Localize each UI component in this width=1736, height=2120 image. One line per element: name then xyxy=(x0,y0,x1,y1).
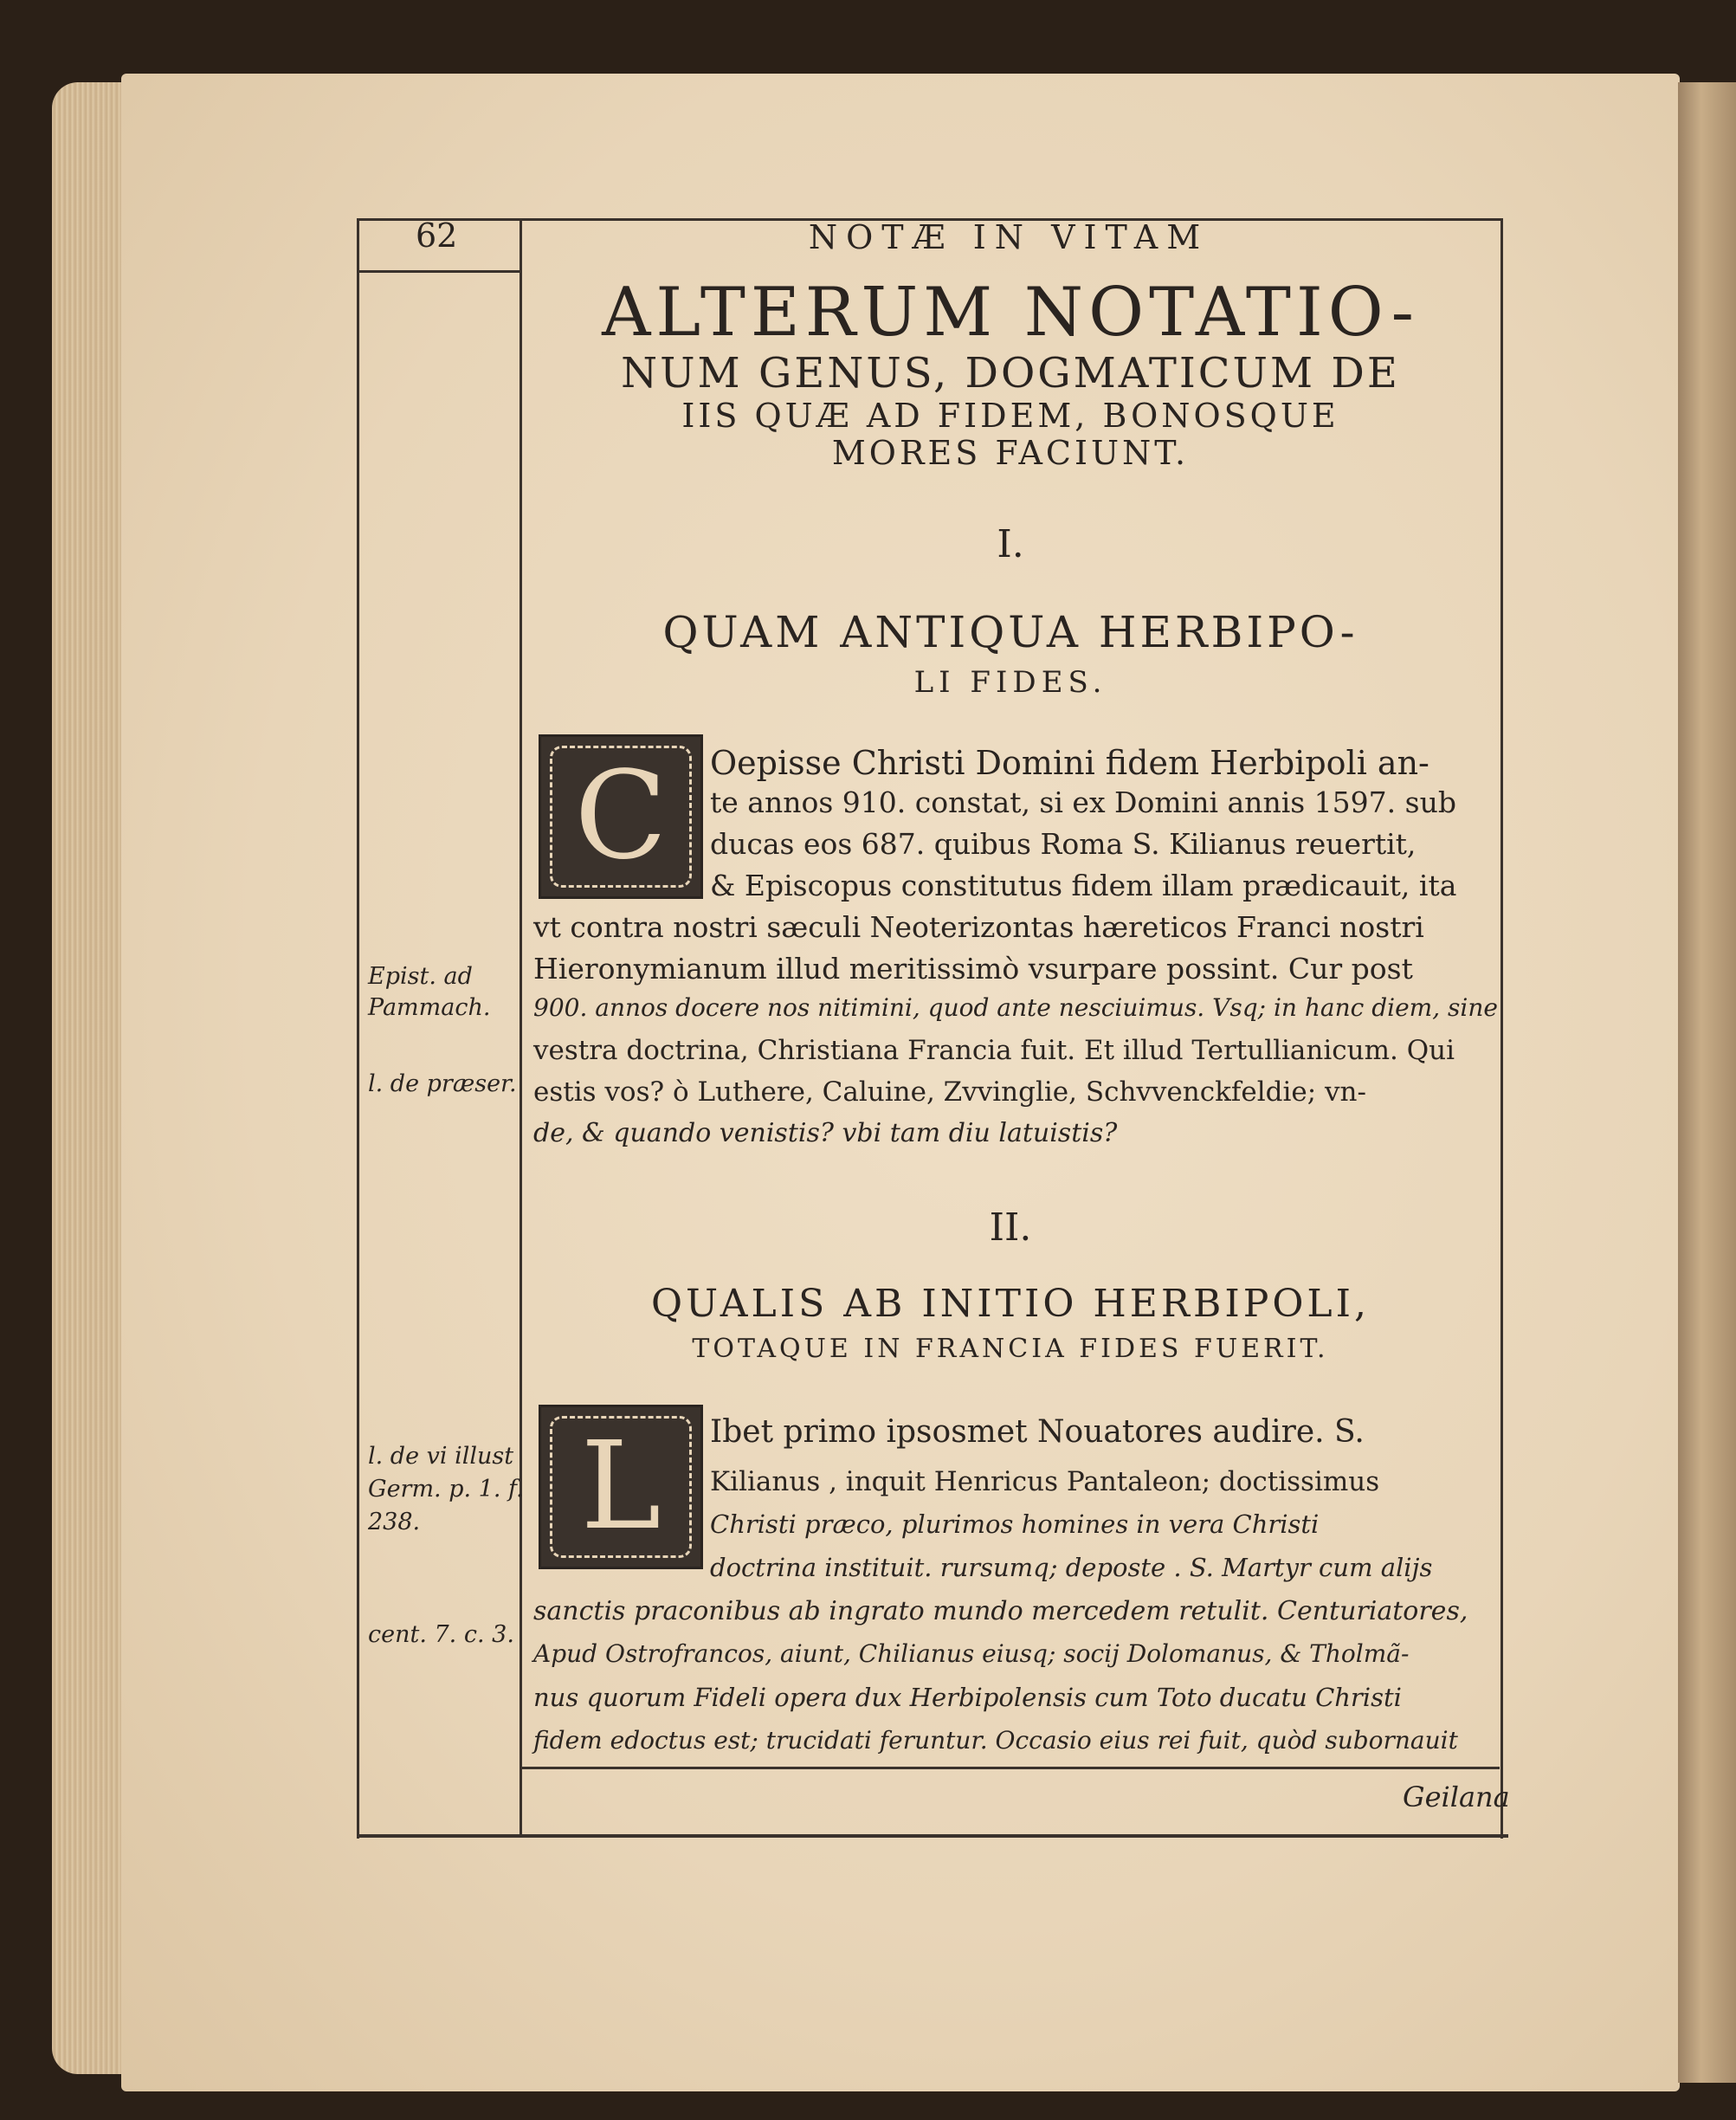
facing-page-edge xyxy=(1678,82,1736,2083)
catchword: Geilana xyxy=(1403,1781,1510,1813)
section-1-number: I. xyxy=(997,522,1024,566)
decorated-initial-l: L xyxy=(539,1405,703,1569)
s1-line-4: & Episcopus constitutus fidem illam prædicauit, ita xyxy=(710,869,1457,902)
s1-line-5: vt contra nostri sæculi Neoterizontas hæreticos Franci nostri xyxy=(533,910,1424,944)
s1-line-7: 900. annos docere nos nitimini, quod ante nesciuimus. Vsq; in hanc diem, sine xyxy=(533,993,1498,1022)
margin-note-2: Pammach. xyxy=(368,994,491,1021)
margin-note-1: Epist. ad xyxy=(368,963,473,990)
s1-line-2: te annos 910. constat, si ex Domini annis 1597. sub xyxy=(710,785,1456,819)
title-line-4: MORES FACIUNT. xyxy=(831,433,1190,472)
catchword-rule xyxy=(520,1767,1500,1769)
s2-line-3: Christi præco, plurimos homines in vera Christi xyxy=(710,1509,1320,1539)
margin-column-rule xyxy=(520,218,522,1836)
s1-line-1: Oepisse Christi Domini fidem Herbipoli an- xyxy=(710,744,1429,782)
decorated-initial-c: C xyxy=(539,734,703,899)
s2-line-5: sanctis praconibus ab ingrato mundo mercedem retulit. Centuriatores, xyxy=(533,1596,1468,1626)
margin-note-3: l. de præser. xyxy=(368,1070,517,1097)
margin-note-7: cent. 7. c. 3. xyxy=(368,1621,514,1648)
title-line-2: NUM GENUS, DOGMATICUM DE xyxy=(621,349,1400,398)
title-line-1: ALTERUM NOTATIO- xyxy=(602,274,1419,352)
s1-line-9: estis vos? ò Luthere, Caluine, Zvvinglie, Schvvenckfeldie; vn- xyxy=(533,1076,1366,1108)
margin-note-6: 238. xyxy=(368,1509,421,1535)
page-number: 62 xyxy=(416,217,458,255)
s2-line-1: Ibet primo ipsosmet Nouatores audire. S. xyxy=(710,1414,1365,1450)
section-1-title-line-1: QUAM ANTIQUA HERBIPO- xyxy=(662,607,1358,657)
s1-line-3: ducas eos 687. quibus Roma S. Kilianus reuertit, xyxy=(710,827,1417,861)
s1-line-10: de, & quando venistis? vbi tam diu latuistis? xyxy=(533,1118,1118,1148)
section-2-title-line-1: QUALIS AB INITIO HERBIPOLI, xyxy=(650,1282,1371,1326)
s2-line-2: Kilianus , inquit Henricus Pantaleon; doctissimus xyxy=(710,1466,1380,1497)
title-line-3: IIS QUÆ AD FIDEM, BONOSQUE xyxy=(681,397,1339,436)
section-1-title-line-2: LI FIDES. xyxy=(913,665,1107,700)
s2-line-7: nus quorum Fideli opera dux Herbipolensis cum Toto ducatu Christi xyxy=(533,1683,1402,1712)
s2-line-8: fidem edoctus est; trucidati feruntur. Occasio eius rei fuit, quòd subornauit xyxy=(533,1726,1458,1755)
running-head: NOTÆ IN VITAM xyxy=(808,218,1210,256)
s1-line-8: vestra doctrina, Christiana Francia fuit. Et illud Tertullianicum. Qui xyxy=(533,1035,1455,1066)
bottom-rule xyxy=(357,1834,1508,1838)
section-2-number: II. xyxy=(989,1205,1032,1250)
s1-line-6: Hieronymianum illud meritissimò vsurpare possint. Cur post xyxy=(533,952,1413,986)
margin-note-5: Germ. p. 1. f. xyxy=(368,1476,524,1503)
s2-line-6: Apud Ostrofrancos, aiunt, Chilianus eiusq; socij Dolomanus, & Tholmã- xyxy=(533,1639,1410,1668)
margin-note-4: l. de vi illust xyxy=(368,1443,514,1470)
header-rule xyxy=(357,270,521,273)
s2-line-4: doctrina instituit. rursumq; deposte . S. Martyr cum alijs xyxy=(710,1553,1433,1582)
section-2-title-line-2: TOTAQUE IN FRANCIA FIDES FUERIT. xyxy=(692,1334,1329,1364)
main-title xyxy=(530,275,1491,471)
